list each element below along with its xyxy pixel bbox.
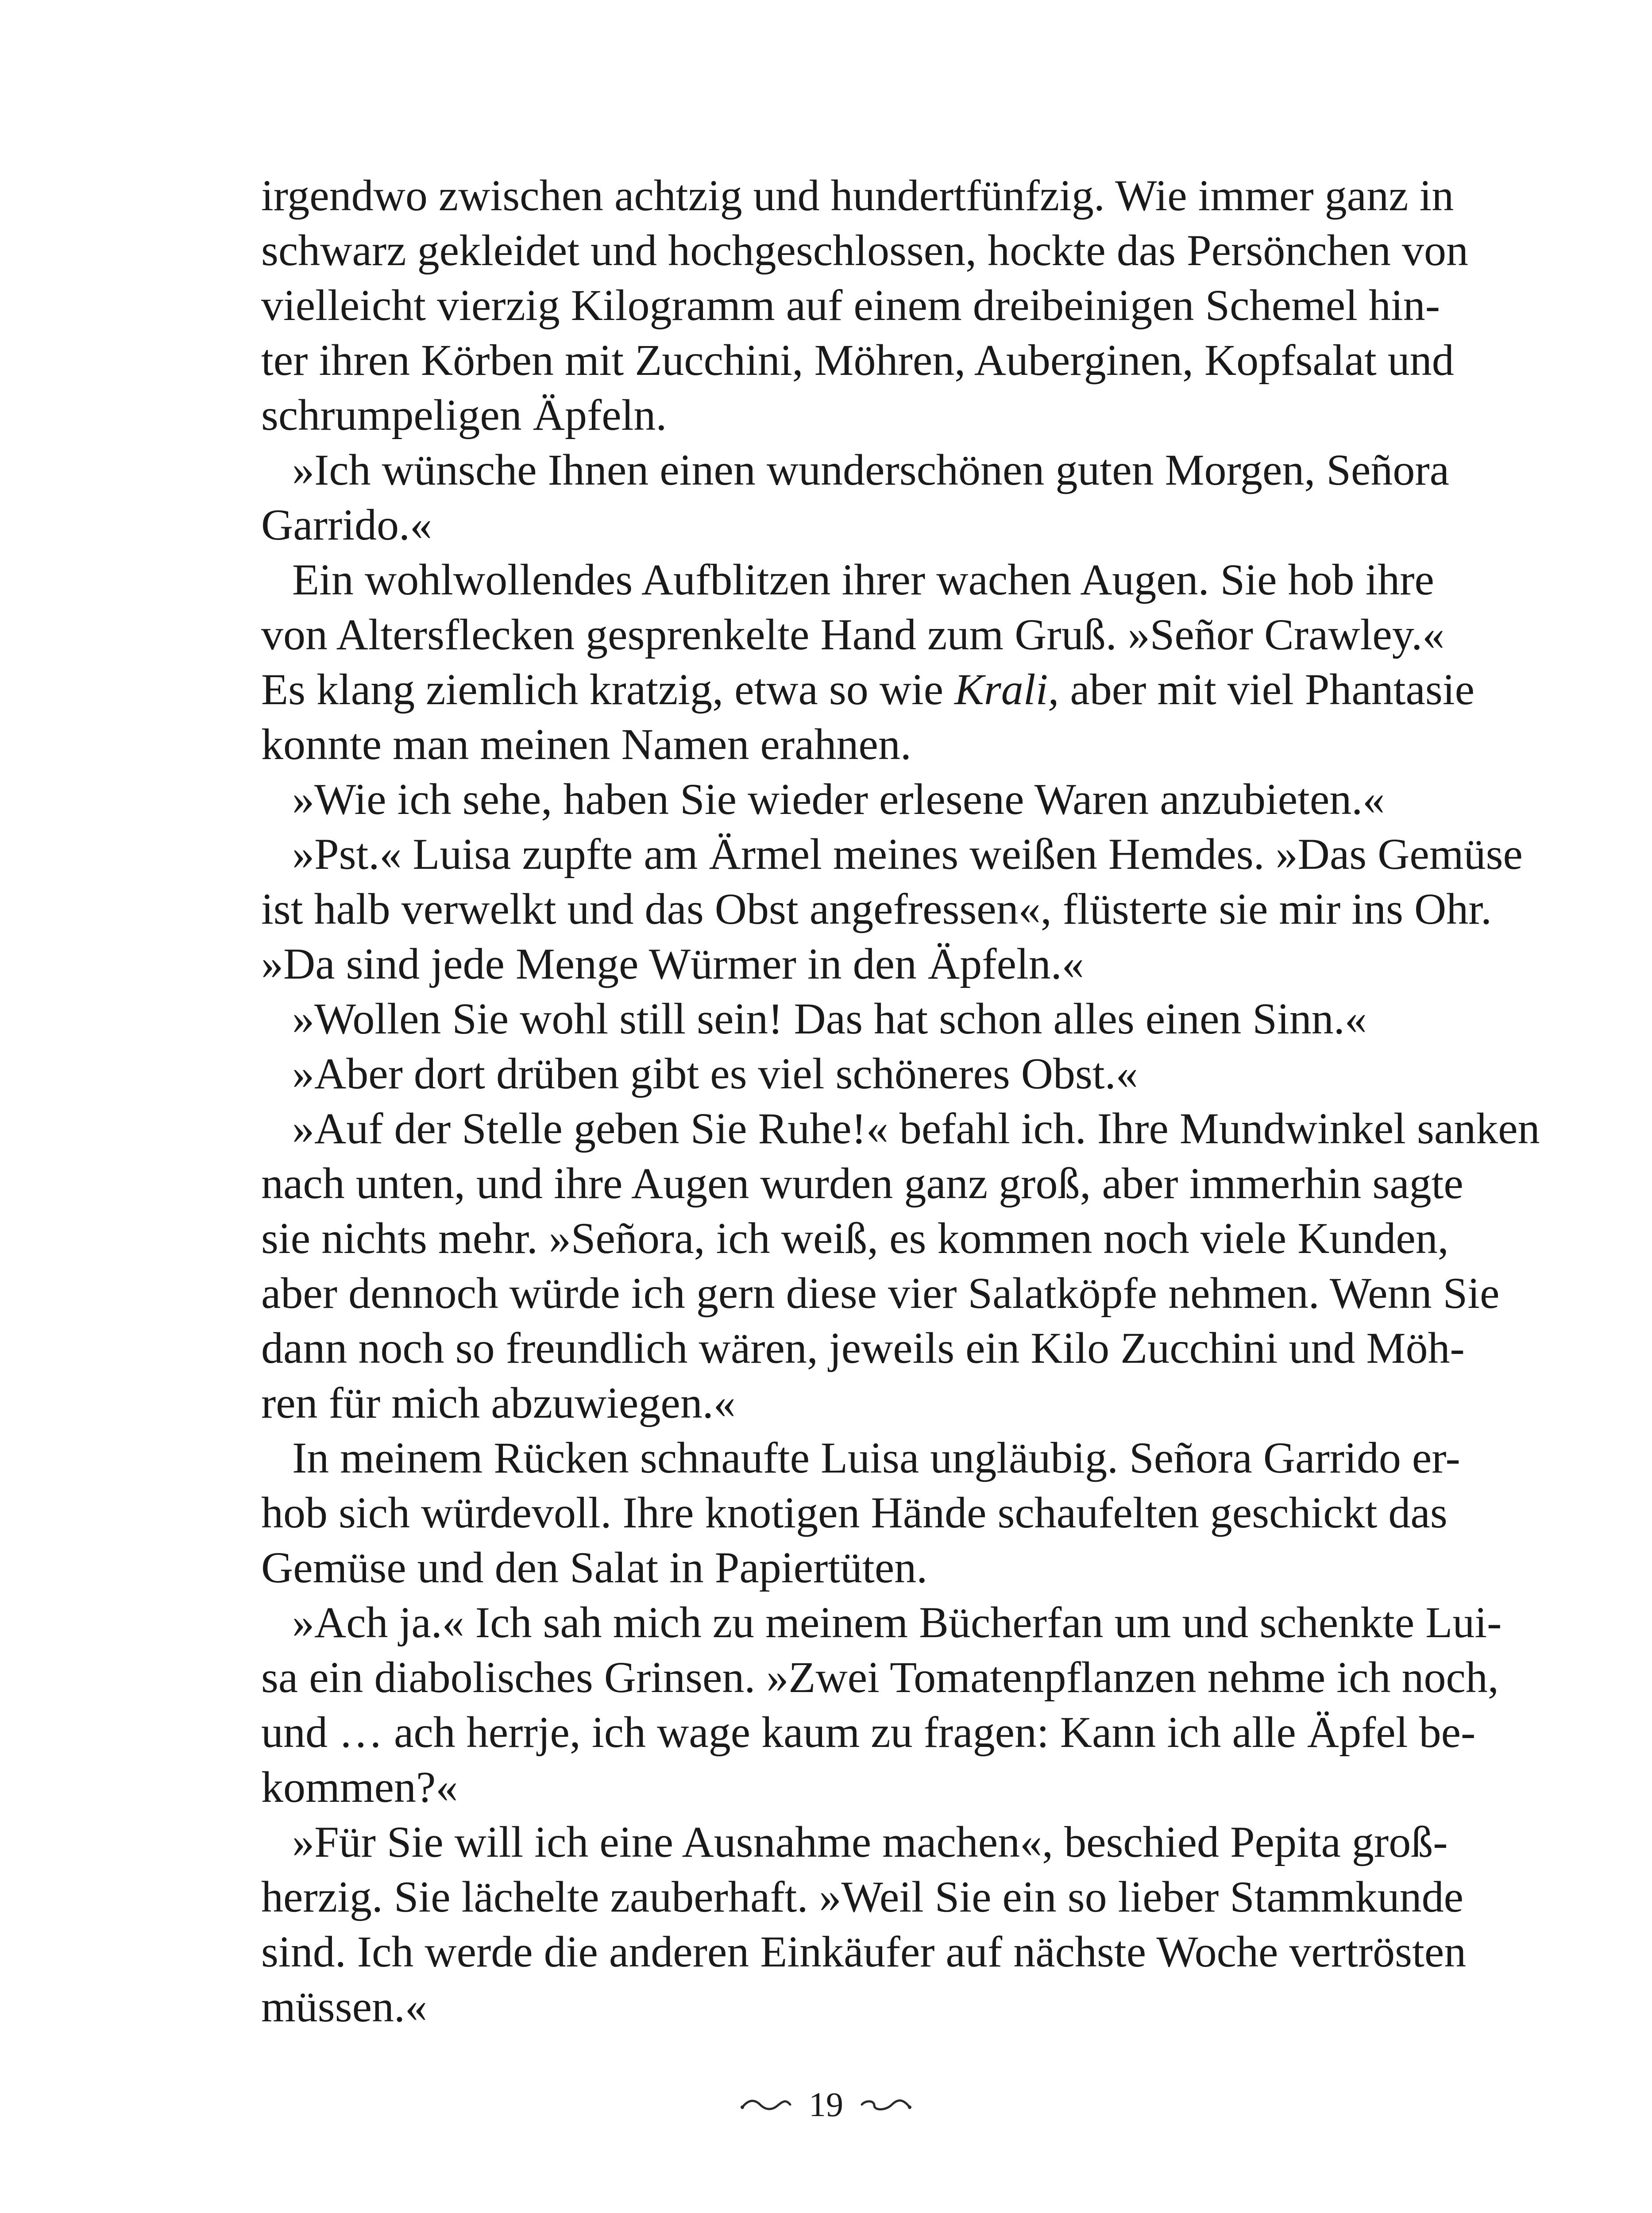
page-number: 19 — [809, 2085, 843, 2124]
text-line: schwarz gekleidet und hochgeschlossen, hockte das Persönchen von — [261, 226, 1469, 275]
text-line: Gemüse und den Salat in Papiertüten. — [261, 1543, 928, 1592]
text-line: irgendwo zwischen achtzig und hundertfünfzig. Wie immer ganz in — [261, 171, 1454, 220]
text-line: Ein wohlwollendes Aufblitzen ihrer wachen Augen. Sie hob ihre — [292, 555, 1434, 604]
text-line: vielleicht vierzig Kilogramm auf einem dreibeinigen Schemel hin- — [261, 281, 1440, 330]
body-text — [261, 168, 1540, 2034]
text-line: dann noch so freundlich wären, jeweils ein Kilo Zucchini und Möh- — [261, 1323, 1465, 1373]
text-line — [261, 662, 1474, 717]
text-line: »Da sind jede Menge Würmer in den Äpfeln.« — [261, 939, 1084, 988]
left-swirl-ornament-icon — [740, 2096, 793, 2113]
text-line: »Auf der Stelle geben Sie Ruhe!« befahl ich. Ihre Mundwinkel sanken — [292, 1104, 1540, 1153]
text-line: sie nichts mehr. »Señora, ich weiß, es kommen noch viele Kunden, — [261, 1214, 1449, 1263]
text-line: kommen?« — [261, 1762, 458, 1812]
text-line: nach unten, und ihre Augen wurden ganz groß, aber immerhin sagte — [261, 1159, 1463, 1208]
text-line: »Wie ich sehe, haben Sie wieder erlesene Waren anzubieten.« — [292, 775, 1385, 824]
text-line: konnte man meinen Namen erahnen. — [261, 720, 911, 769]
text-segment: Es klang ziemlich kratzig, etwa so wie — [261, 665, 955, 714]
text-line: ter ihren Körben mit Zucchini, Möhren, Auberginen, Kopfsalat und — [261, 335, 1454, 385]
text-line: müssen.« — [261, 1982, 427, 2031]
text-line: In meinem Rücken schnaufte Luisa ungläubig. Señora Garrido er- — [292, 1433, 1460, 1482]
text-line: »Ich wünsche Ihnen einen wunderschönen guten Morgen, Señora — [292, 445, 1450, 494]
text-line: aber dennoch würde ich gern diese vier Salatköpfe nehmen. Wenn Sie — [261, 1268, 1500, 1318]
text-line: »Aber dort drüben gibt es viel schöneres Obst.« — [292, 1049, 1138, 1098]
page-footer — [0, 2080, 1652, 2129]
text-line: sa ein diabolisches Grinsen. »Zwei Tomatenpflanzen nehme ich noch, — [261, 1653, 1499, 1702]
text-line: »Wollen Sie wohl still sein! Das hat schon alles einen Sinn.« — [292, 994, 1367, 1043]
italic-name: Krali, — [954, 665, 1059, 714]
text-segment: aber mit viel Phantasie — [1059, 665, 1474, 714]
text-line: sind. Ich werde die anderen Einkäufer auf nächste Woche vertrösten — [261, 1927, 1467, 1976]
text-line: ren für mich abzuwiegen.« — [261, 1378, 736, 1427]
text-line: »Pst.« Luisa zupfte am Ärmel meines weißen Hemdes. »Das Gemüse — [292, 829, 1523, 879]
text-line: Garrido.« — [261, 500, 432, 549]
text-line: »Für Sie will ich eine Ausnahme machen«, beschied Pepita groß- — [292, 1817, 1448, 1866]
text-line: von Altersflecken gesprenkelte Hand zum Gruß. »Señor Crawley.« — [261, 610, 1445, 659]
text-line: »Ach ja.« Ich sah mich zu meinem Bücherfan um und schenkte Lui- — [292, 1598, 1502, 1647]
right-swirl-ornament-icon — [859, 2096, 912, 2113]
text-line: schrumpeligen Äpfeln. — [261, 390, 667, 440]
text-line: hob sich würdevoll. Ihre knotigen Hände schaufelten geschickt das — [261, 1488, 1447, 1537]
text-line: und … ach herrje, ich wage kaum zu fragen: Kann ich alle Äpfel be- — [261, 1708, 1476, 1757]
text-line: herzig. Sie lächelte zauberhaft. »Weil Sie ein so lieber Stammkunde — [261, 1872, 1464, 1921]
text-line: ist halb verwelkt und das Obst angefressen«, flüsterte sie mir ins Ohr. — [261, 884, 1492, 933]
